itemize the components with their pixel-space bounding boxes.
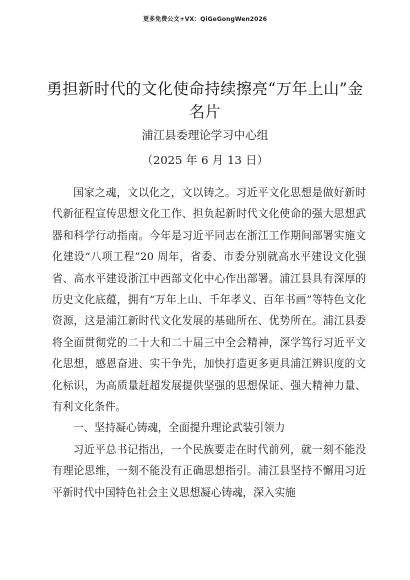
header-note: 更多免费公文+VX：QiGeGongWen2026 <box>142 16 267 23</box>
paragraph-section-one: 习近平总书记指出，一个民族要走在时代前列，就一刻不能没有理论思维，一刻不能没有正确思想指引。浦江县坚持不懈用习近平新时代中国特色社会主义思想凝心铸魂，深入实施 <box>52 443 366 499</box>
date-line: （2025 年 6 月 13 日） <box>141 153 269 167</box>
page-title: 勇担新时代的文化使命持续擦亮“万年上山”金名片 <box>46 80 364 121</box>
section-heading: 一、坚持凝心铸魂，全面提升理论武装引领力 <box>73 422 286 435</box>
body-text <box>52 183 366 504</box>
paragraph-intro: 国家之魂，文以化之，文以铸之。习近平文化思想是做好新时代新征程宣传思想文化工作、担负起新时代文化使命的强大思想武器和科学行动指南。今年是习近平同志在浙江工作期间部署实施文化建设“八项工程”20 周年，省委、市委分别就高水平建设文化强省、高水平建设浙江中西部文化中心作出部署。浦江县具有深厚的历史文化底蕴，拥有“万年上山、千年孝义、百年书画”等特色文化资源，这是浦江新时代文化发展的基础所在、优势所在。浦江县委将全面贯彻党的二十大和二十届三中全会精神，深学笃行习近平文化思想，感恩奋进、实干争先，加快打造更多更具浦江辨识度的文化标识，为高质量赶超发展提供坚强的思想保证、强大精神力量、有利文化条件。 <box>52 187 366 414</box>
author-line: 浦江县委理论学习中心组 <box>141 128 269 142</box>
